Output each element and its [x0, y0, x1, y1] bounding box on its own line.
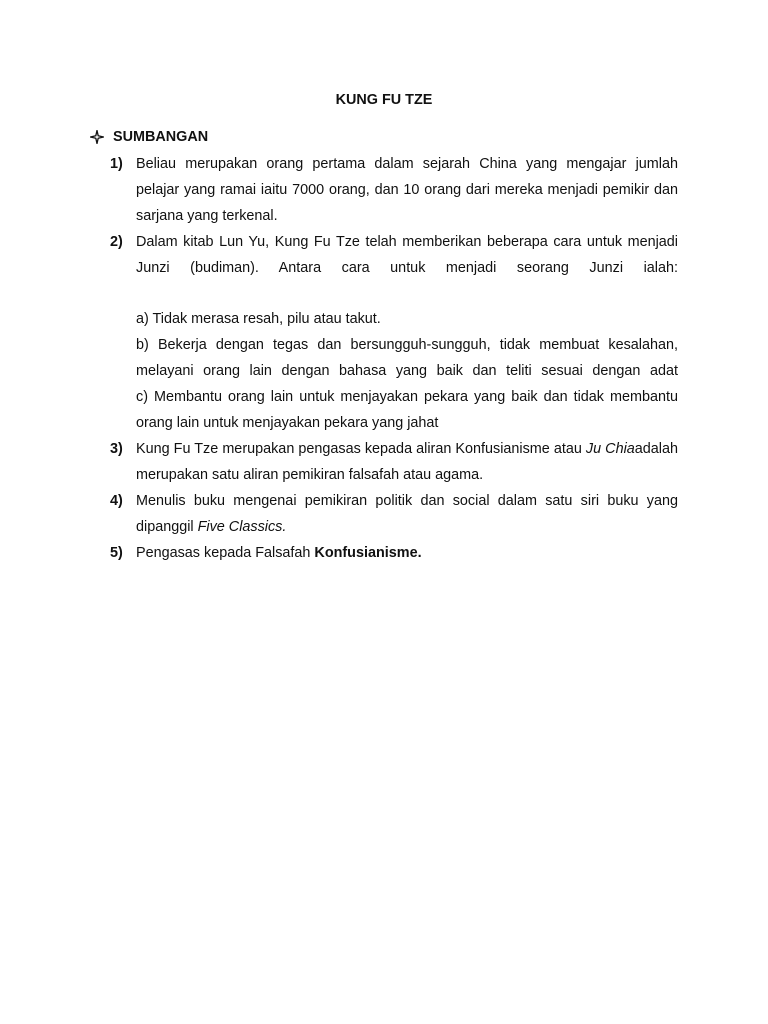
section-heading	[90, 128, 208, 146]
subpoint-b: b) Bekerja dengan tegas dan bersungguh-sungguh, tidak membuat kesalahan, melayani orang lain dengan bahasa yang baik dan teliti sesuai dengan adat	[136, 337, 678, 380]
item-number: 4)	[110, 492, 123, 509]
item-text: Pengasas kepada Falsafah Konfusianisme.	[136, 544, 422, 561]
item-text: Beliau merupakan orang pertama dalam sejarah China yang mengajar jumlah pelajar yang ramai iaitu 7000 orang, dan 10 orang dari mereka menjadi pemikir dan sarjana yang terkenal.	[136, 156, 678, 224]
contribution-list	[110, 152, 678, 566]
list-item-4	[110, 489, 678, 541]
item-number: 1)	[110, 156, 123, 172]
item-text: Kung Fu Tze merupakan pengasas kepada aliran Konfusianisme atau Ju Chiaadalah merupakan satu aliran pemikiran falsafah atau agama.	[136, 440, 678, 483]
item-text: Dalam kitab Lun Yu, Kung Fu Tze telah memberikan beberapa cara untuk menjadi Junzi (budiman). Antara cara untuk menjadi seorang Junzi ialah:	[136, 233, 678, 276]
bold-term: Konfusianisme.	[314, 544, 422, 561]
diamond-bullet-icon	[90, 130, 104, 144]
item-number: 2)	[110, 233, 123, 250]
subpoint-a: a) Tidak merasa resah, pilu atau takut.	[136, 311, 381, 328]
item-number: 3)	[110, 440, 123, 457]
italic-term: Five Classics.	[197, 518, 287, 535]
item-number: 5)	[110, 544, 123, 561]
section-title: SUMBANGAN	[113, 129, 209, 145]
list-item-2	[110, 230, 678, 437]
italic-term: Ju Chia	[585, 440, 635, 457]
document-title: KUNG FU TZE	[335, 92, 433, 108]
list-item-5	[110, 541, 678, 567]
list-item-1	[110, 152, 678, 230]
item-text: Menulis buku mengenai pemikiran politik dan social dalam satu siri buku yang dipanggil Five Classics.	[136, 492, 678, 535]
subpoint-c: c) Membantu orang lain untuk menjayakan pekara yang baik dan tidak membantu orang lain untuk menjayakan pekara yang jahat	[136, 389, 678, 432]
list-item-3	[110, 437, 678, 489]
